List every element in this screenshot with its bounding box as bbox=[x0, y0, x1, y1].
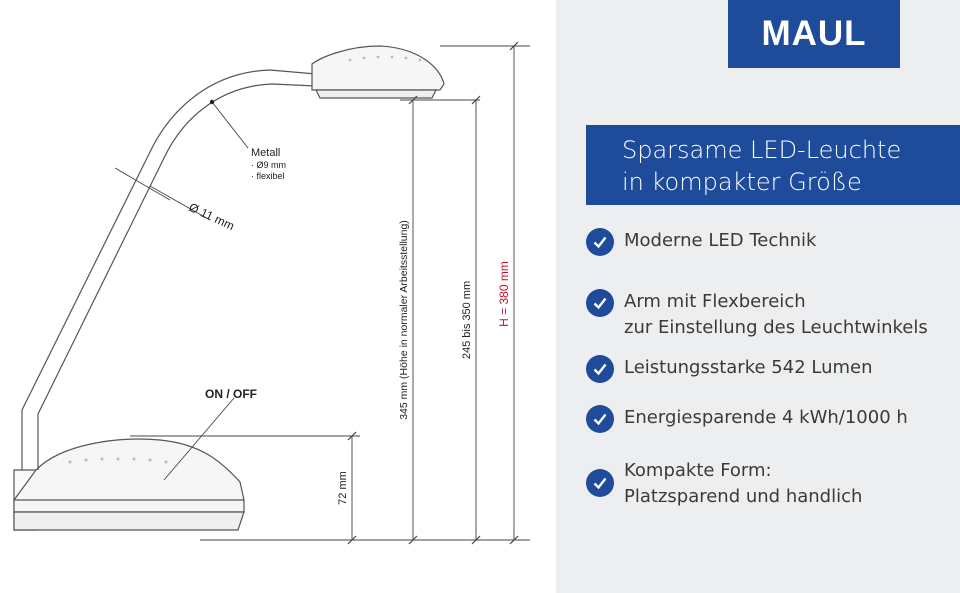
feature-text-line-1: Arm mit Flexbereich bbox=[624, 291, 806, 312]
checkmark-circle-icon bbox=[586, 289, 614, 317]
info-panel bbox=[556, 0, 960, 593]
leader-lines bbox=[115, 102, 248, 480]
adjust-range-label: 245 bis 350 mm bbox=[461, 280, 473, 360]
lamp-base bbox=[14, 439, 244, 530]
checkmark-circle-icon bbox=[586, 228, 614, 256]
feature-text-line-2: Platzsparend und handlich bbox=[624, 486, 863, 507]
feature-text-line-1: Leistungsstarke 542 Lumen bbox=[624, 357, 873, 378]
feature-text-line-2: zur Einstellung des Leuchtwinkels bbox=[624, 317, 928, 338]
lamp-arm bbox=[22, 70, 316, 470]
feature-item bbox=[586, 458, 956, 510]
headline-line-2: in kompakter Größe bbox=[622, 168, 862, 196]
maul-logo: MAUL bbox=[728, 0, 900, 68]
work-height-label: 345 mm (Höhe in normaler Arbeitsstellung) bbox=[398, 220, 410, 420]
switch-label: ON / OFF bbox=[205, 387, 257, 401]
checkmark-circle-icon bbox=[586, 405, 614, 433]
leader-dot bbox=[210, 100, 214, 104]
base-height-label: 72 mm bbox=[337, 471, 349, 505]
feature-item bbox=[586, 405, 956, 433]
feature-text-line-1: Moderne LED Technik bbox=[624, 230, 817, 251]
headline-box bbox=[586, 125, 960, 205]
checkmark-circle-icon bbox=[586, 355, 614, 383]
total-height-label: H = 380 mm bbox=[497, 261, 511, 327]
material-detail-2: · flexibel bbox=[251, 171, 285, 181]
feature-item bbox=[586, 289, 956, 341]
feature-item bbox=[586, 228, 956, 256]
feature-item bbox=[586, 355, 956, 383]
checkmark-circle-icon bbox=[586, 469, 614, 497]
feature-text-line-1: Kompakte Form: bbox=[624, 460, 772, 481]
material-detail-1: · Ø9 mm bbox=[251, 160, 286, 170]
diameter-label: Ø 11 mm bbox=[186, 200, 237, 234]
headline-line-1: Sparsame LED-Leuchte bbox=[622, 136, 902, 164]
dimension-ticks bbox=[348, 42, 518, 544]
lamp-head bbox=[312, 46, 444, 98]
material-label: Metall bbox=[251, 147, 281, 159]
feature-text-line-1: Energiesparende 4 kWh/1000 h bbox=[624, 407, 908, 428]
